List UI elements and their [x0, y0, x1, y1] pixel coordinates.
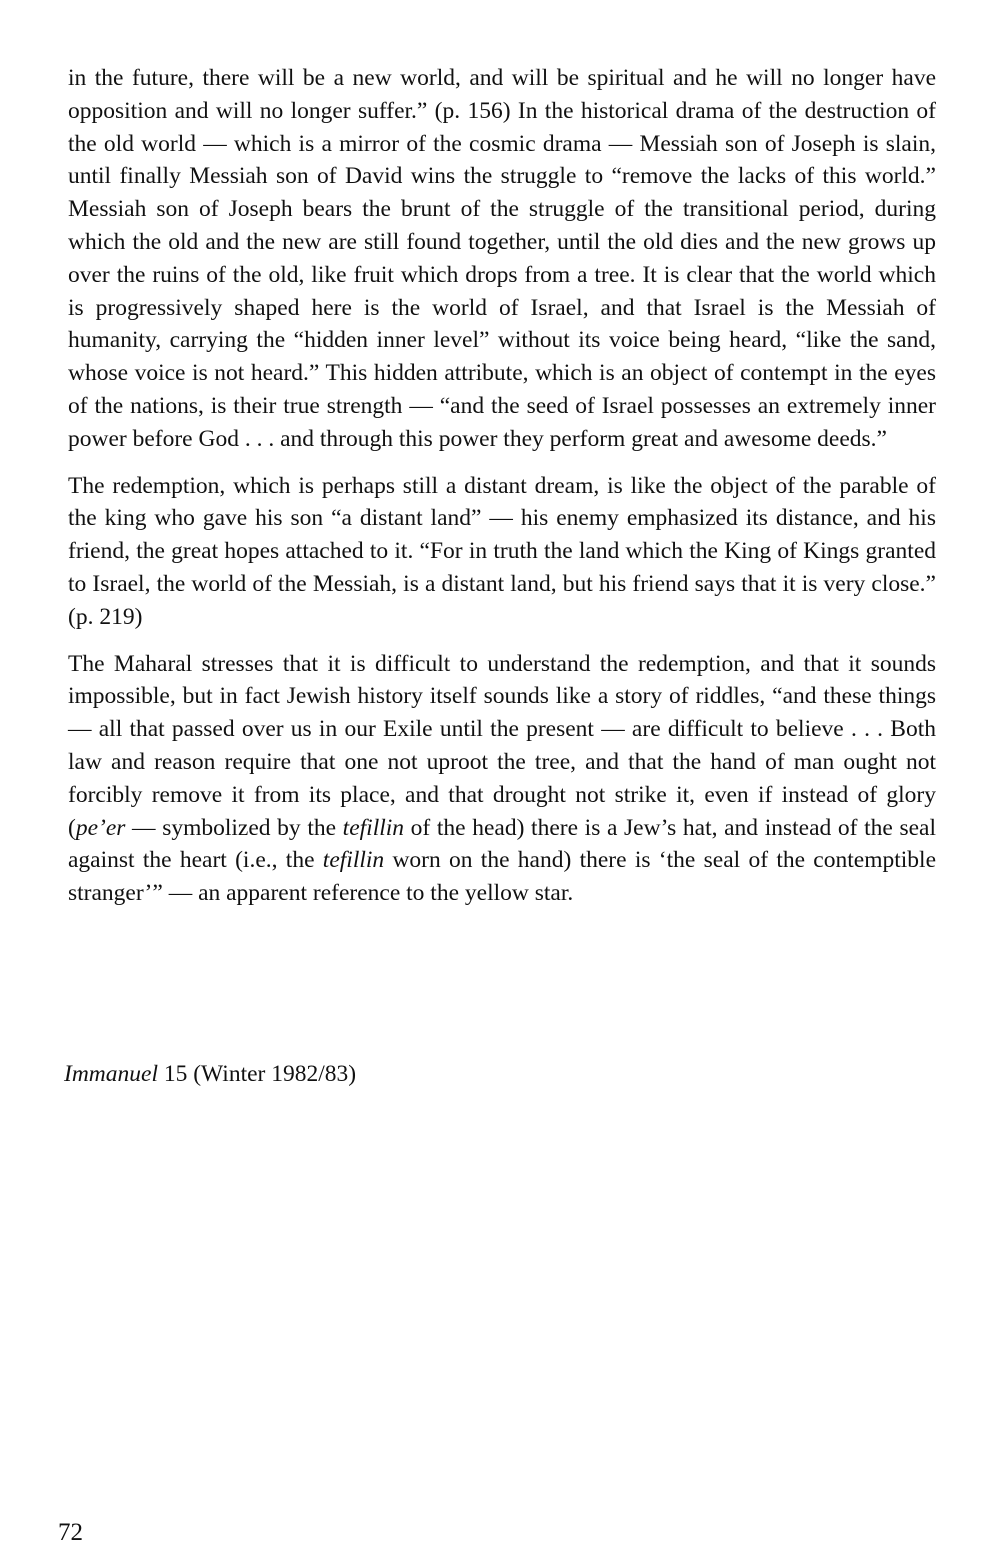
paragraph — [68, 62, 936, 456]
journal-citation — [64, 1058, 356, 1090]
italic-term: tefillin — [342, 814, 405, 841]
italic-term: tefillin — [322, 847, 385, 874]
paragraph — [68, 470, 936, 634]
paragraph-text: worn on the hand) there is ‘the seal of the contemptible stranger’” — an apparent reference to the yellow star. — [68, 847, 936, 907]
paragraph-text: The Maharal stresses that it is difficult to understand the redemption, and that it sounds impossible, but in fact Jewish history itself sounds like a story of riddles, “and these things — all that passed over us in our Exile until the present — are difficult to believe . . . Both law and reason require that one not uproot the tree, and that the hand of man ought not forcibly remove it from its place, and that drought not strike it, even if instead of glory ( — [68, 650, 936, 841]
paragraph — [68, 648, 936, 910]
journal-issue: 15 (Winter 1982/83) — [157, 1061, 357, 1087]
journal-title: Immanuel — [64, 1061, 158, 1087]
paragraph-text: in the future, there will be a new world, and will be spiritual and he will no longer have opposition and will no longer suffer.” (p. 156) In the historical drama of the destruction of the old world — which is a mirror of the cosmic drama — Messiah son of Joseph is slain, until finally Messiah son of David wins the struggle to “remove the lacks of this world.” Messiah son of Joseph bears the brunt of the struggle of the transitional period, during which the old and the new are still found together, until the old dies and the new grows up over the ruins of the old, like fruit which drops from a tree. It is clear that the world which is progressively shaped here is the world of Israel, and that Israel is the Messiah of humanity, carrying the “hidden inner level” without its voice being heard, “like the sand, whose voice is not heard.” This hidden attribute, which is an object of contempt in the eyes of the nations, is their true strength — “and the seed of Israel possesses an extremely inner power before God . . . and through this power they perform great and awesome deeds.” — [68, 65, 936, 452]
paragraph-text: of the head) there is a Jew’s hat, and instead of the seal against the heart (i.e., the — [68, 814, 936, 874]
article-body — [68, 62, 936, 924]
page-number: 72 — [58, 1519, 83, 1546]
paragraph-text: The redemption, which is perhaps still a distant dream, is like the object of the parable of the king who gave his son “a distant land” — his enemy emphasized its distance, and his friend, the great hopes attached to it. “For in truth the land which the King of Kings granted to Israel, the world of the Messiah, is a distant land, but his friend says that it is very close.” (p. 219) — [68, 472, 936, 630]
paragraph-text: — symbolized by the — [125, 814, 343, 841]
italic-term: pe’er — [75, 814, 126, 841]
